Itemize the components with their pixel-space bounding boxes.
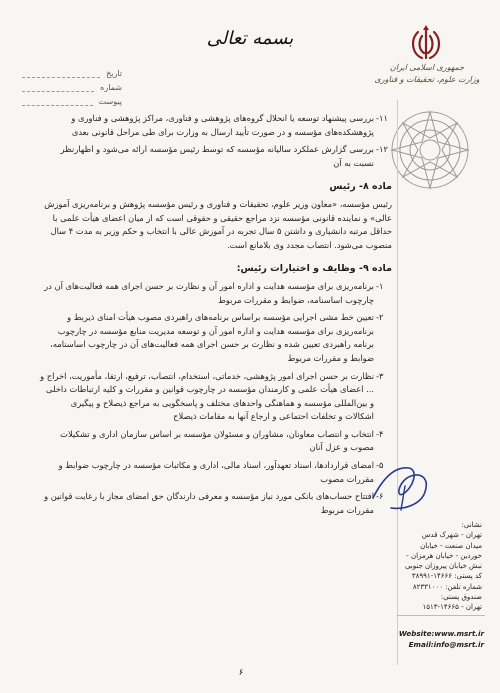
article-8-heading: ماده ۸- رئیس <box>329 181 392 193</box>
address-line: خوردین - خیابان هرمزان - <box>406 551 482 560</box>
list-item <box>40 112 392 139</box>
address-line: تهران - ۱۴۶۶۵-۱۵۱۳ <box>422 603 482 612</box>
list-item <box>40 459 392 486</box>
item-number: ۴- <box>376 428 384 439</box>
iran-emblem-icon <box>404 22 448 66</box>
item-text: بررسی گزارش عملکرد سالیانه مؤسسه که توسط رئیس مؤسسه ارائه می‌شود و اظهارنظر نسبت به آن <box>60 144 374 168</box>
meta-line <box>22 83 94 92</box>
meta-line <box>22 97 93 106</box>
website-link[interactable]: Website:www.msrt.ir <box>398 629 484 638</box>
address-line: میدان صنعت - خیابان <box>420 541 482 550</box>
address-line: شماره تلفن: ۸۲۳۳۱۰۰۰ <box>412 582 482 591</box>
address-line: نبش خیابان پیروزان جنوبی <box>404 562 482 571</box>
page-number: ۶ <box>238 668 244 678</box>
item-text: امضای قراردادها، اسناد تعهدآور، اسناد مالی، اداری و مکاتبات مؤسسه در چارچوب ضوابط و مقررات مصوب <box>58 460 374 484</box>
list-item <box>40 311 392 365</box>
document-body <box>40 112 392 521</box>
ministry-title <box>372 62 482 86</box>
bismillah-heading: بسمه تعالی <box>206 28 294 49</box>
item-text: انتخاب و انتصاب معاونان، مشاوران و مسئولان مؤسسه بر اساس سازمان اداری و تشکیلات مصوب و عزل آنان <box>60 428 374 453</box>
ministry-line-1: جمهوری اسلامی ایران <box>389 63 465 72</box>
meta-label-date: تاریخ <box>106 68 122 78</box>
item-number: ۳- <box>376 370 384 381</box>
web-contact <box>372 628 484 650</box>
contact-address <box>372 520 482 613</box>
meta-label-number: شماره <box>100 82 122 92</box>
address-line: تهران - شهرک قدس <box>421 531 482 540</box>
meta-label-attachment: پیوست <box>98 96 122 106</box>
item-number: ۱- <box>376 280 384 291</box>
meta-row-attachment <box>22 94 122 108</box>
item-number: ۶- <box>376 491 384 502</box>
ministry-line-2: وزارت علوم، تحقیقات و فناوری <box>374 75 480 84</box>
list-item <box>40 428 392 455</box>
meta-row-date <box>22 66 122 80</box>
item-text: تعیین خط مشی اجرایی مؤسسه براساس برنامه‌های راهبردی مصوب هیأت امنای ذیربط و برنامه‌ریزی برای مؤسسه هدایت و اداره امور آن و توسعه مدیریت منابع مؤسسه در چارچوب برنامه راهبردی تعیین شده و نظارت بر حسن اجرای همه فعالیت‌های آن در چارچوب اساسنامه، ضوابط و مقررات مربوط <box>50 312 374 363</box>
list-item <box>40 143 392 170</box>
letter-meta-fields <box>22 66 122 108</box>
list-item <box>40 370 392 424</box>
item-number: ۲- <box>376 312 384 323</box>
article-9-heading: ماده ۹- وظایف و اختیارات رئیس: <box>236 263 392 275</box>
item-number: ۱۲- <box>376 144 388 155</box>
handwritten-signature-icon <box>365 458 445 518</box>
item-text: نظارت بر حسن اجرای امور پژوهشی، خدماتی، استخدام، انتصاب، ترفیع، ارتقا، مأموریت، اخراج و ... اعضای هیأت علمی و کارمندان مؤسسه در چارچوب قوانین و مقررات و کلیه ارتباطات داخلی و بین‌المللی مؤسسه و هماهنگی واحدهای مختلف و پاسخگویی به مراجع ذیصلاح و پیگیری اشکالات و تخلفات احتماعی و ارجاع آنها به مقامات ذیصلاح <box>40 370 374 422</box>
email-link[interactable]: Email:info@msrt.ir <box>408 640 484 649</box>
item-number: ۵- <box>376 460 384 471</box>
item-text: افتتاح حساب‌های بانکی مورد نیاز مؤسسه و معرفی دارندگان حق امضای مجاز با رعایت قوانین و مقررات مربوط <box>44 491 374 515</box>
ornament-logo-icon <box>388 108 472 192</box>
item-number: ۱۱- <box>376 113 388 123</box>
contact-divider <box>397 615 485 616</box>
meta-row-number <box>22 80 122 94</box>
item-text: بررسی پیشنهاد توسعه یا انحلال گروه‌های پژوهشی و فناوری، مراکز پژوهشی و فناوری و پژوهشکده‌های مؤسسه و در صورت تأیید ارسال به وزارت برای طی مراحل قانونی بعدی <box>71 113 374 137</box>
list-item <box>40 280 392 307</box>
address-line: کد پستی: ۱۴۶۶۶-۳۸۹۹۱ <box>411 572 482 581</box>
list-item <box>40 490 392 517</box>
meta-line <box>22 69 100 78</box>
address-line: نشانی: <box>461 521 482 529</box>
article-8-paragraph: رئیس مؤسسه، «معاون وزیر علوم، تحقیقات و فناوری و رئیس مؤسسه پژوهش و برنامه‌ریزی آموزش عالی» و نماینده قانونی مؤسسه نزد مراجع حقیقی و حقوقی است که از میان اعضای هیأت علمی با حداقل مرتبه دانشیاری و داشتن ۵ سال تجربه در آموزش عالی با انتخاب و حکم وزیر به مدت ۴ سال منصوب می‌شود. انتصاب مجدد وی بلامانع است. <box>44 198 392 250</box>
address-line: صندوق پستی: <box>440 593 482 602</box>
item-text: برنامه‌ریزی برای مؤسسه هدایت و اداره امور آن و نظارت بر حسن اجرای همه فعالیت‌های آن در چارچوب اساسنامه، ضوابط و مقررات مربوط <box>44 280 374 305</box>
